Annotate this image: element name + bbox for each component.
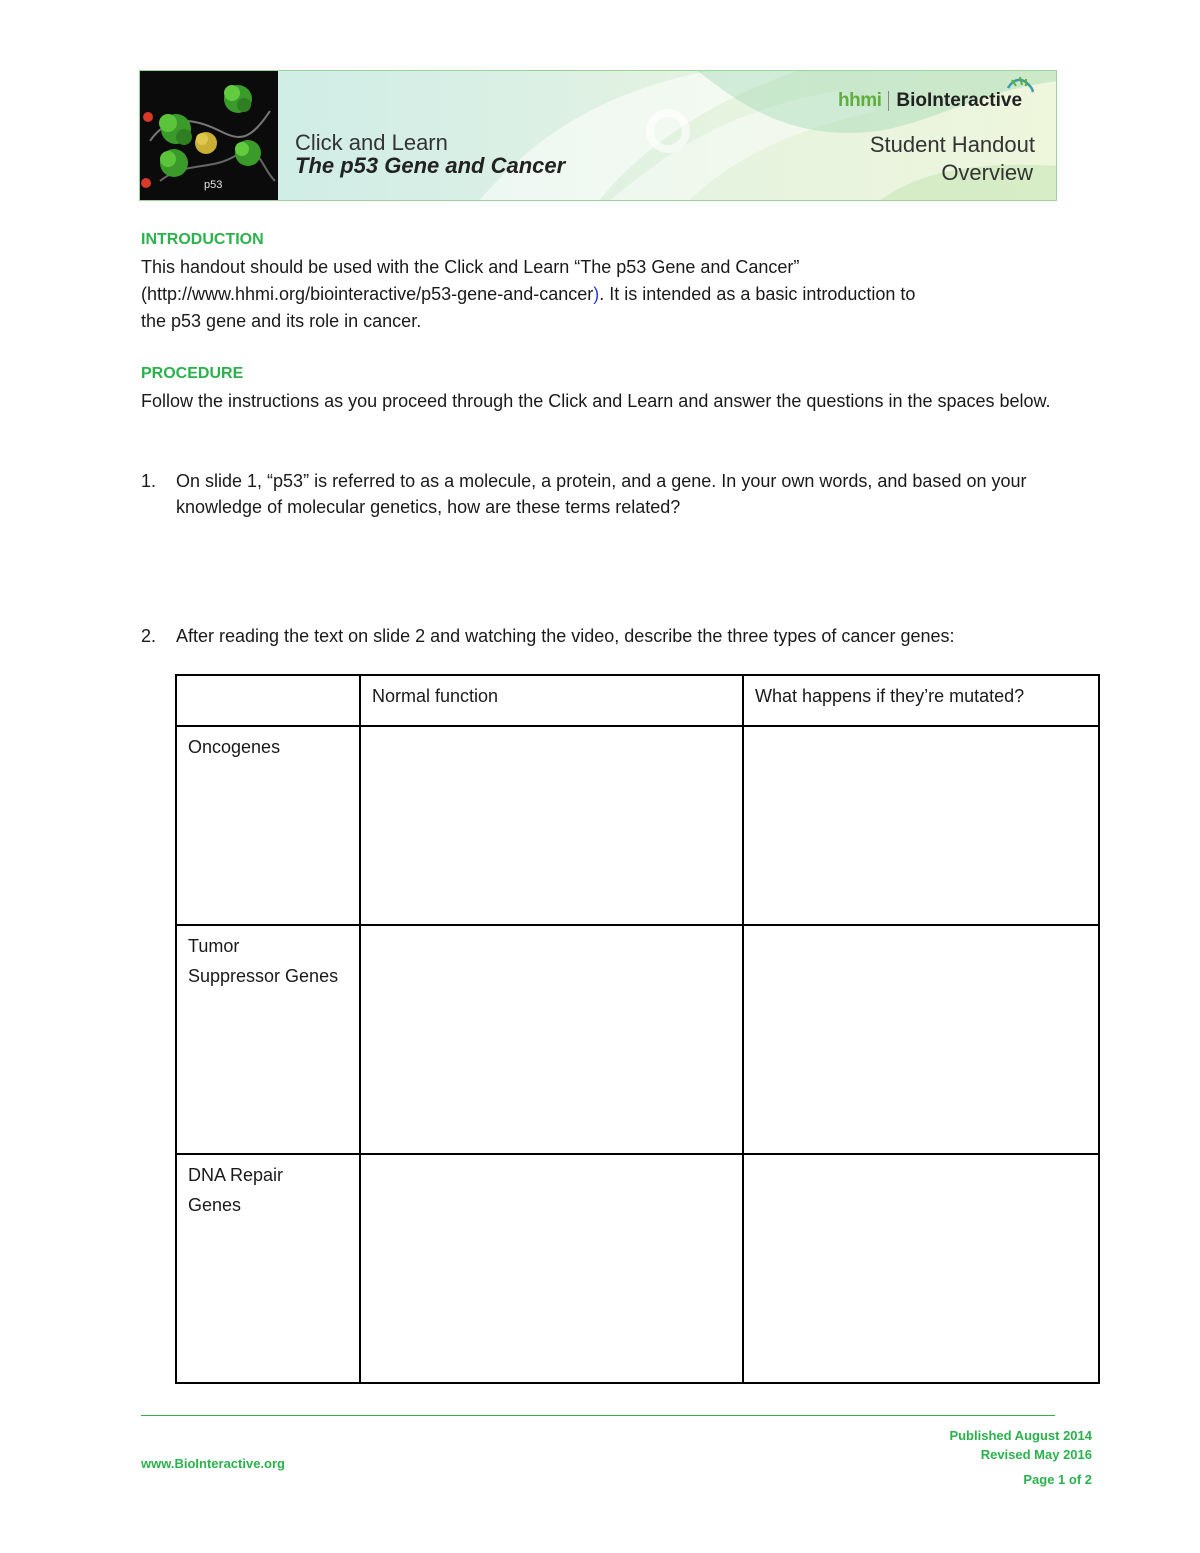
answer-cell[interactable] (743, 1154, 1099, 1383)
click-and-learn-link[interactable]: http://www.hhmi.org/biointeractive/p53-gene-and-cancer (147, 284, 594, 304)
table-header-cell (176, 675, 360, 726)
row-label (176, 925, 360, 1154)
answer-cell[interactable] (743, 925, 1099, 1154)
introduction-heading: INTRODUCTION (141, 231, 264, 248)
table-header-cell: What happens if they’re mutated? (743, 675, 1099, 726)
procedure-text: Follow the instructions as you proceed through the Click and Learn and answer the questions in the spaces below. (141, 391, 1051, 411)
answer-cell[interactable] (360, 1154, 743, 1383)
table-row (176, 925, 1099, 1154)
handout-type: Student Handout (869, 132, 1035, 157)
url-close-paren: ) (593, 284, 600, 304)
answer-cell[interactable] (360, 726, 743, 925)
biointeractive-logo-text: BioInteractive (896, 90, 1023, 111)
question-number: 2. (141, 626, 157, 646)
row-label (176, 1154, 360, 1383)
table-header-cell: Normal function (360, 675, 743, 726)
footer-website-link[interactable]: www.BioInteractive.org (141, 1456, 285, 1471)
intro-line-3: the p53 gene and its role in cancer. (141, 311, 422, 331)
page-number: Page 1 of 2 (1023, 1472, 1092, 1487)
handout-section: Overview (941, 160, 1033, 185)
hhmi-logo-text: hhmi (838, 90, 882, 111)
introduction-paragraph (141, 254, 1051, 335)
image-caption: p53 (204, 179, 223, 191)
table-row (176, 1154, 1099, 1383)
table-row (176, 726, 1099, 925)
published-date: Published August 2014 (949, 1428, 1092, 1443)
banner-subtitle: Click and Learn (295, 130, 448, 155)
table-header-row (176, 675, 1099, 726)
footer-divider (141, 1415, 1055, 1416)
cancer-genes-table (175, 674, 1100, 1384)
revised-date: Revised May 2016 (980, 1447, 1092, 1462)
intro-line-2-rest: . It is intended as a basic introduction to (599, 284, 916, 304)
p53-protein-image (140, 71, 278, 201)
question-text: On slide 1, “p53” is referred to as a molecule, a protein, and a gene. In your own words, and based on your knowledge of molecular genetics, how are these terms related? (176, 471, 1027, 517)
question-number: 1. (141, 471, 157, 491)
row-label-line: DNA Repair (188, 1165, 284, 1185)
answer-cell[interactable] (360, 925, 743, 1154)
procedure-heading: PROCEDURE (141, 365, 244, 382)
intro-line-1: This handout should be used with the Click and Learn “The p53 Gene and Cancer” (141, 257, 800, 277)
row-label: Oncogenes (176, 726, 360, 925)
question-text: After reading the text on slide 2 and watching the video, describe the three types of cancer genes: (176, 626, 955, 646)
row-label-line: Tumor (188, 936, 240, 956)
answer-cell[interactable] (743, 726, 1099, 925)
url-open-paren: ( (141, 284, 147, 304)
banner-title: The p53 Gene and Cancer (295, 153, 566, 178)
row-label-line: Genes (188, 1195, 242, 1215)
row-label-line: Suppressor Genes (188, 966, 339, 986)
intro-line-2 (141, 281, 1051, 308)
logo-divider (888, 91, 889, 111)
hhmi-biointeractive-logo (838, 90, 1022, 112)
